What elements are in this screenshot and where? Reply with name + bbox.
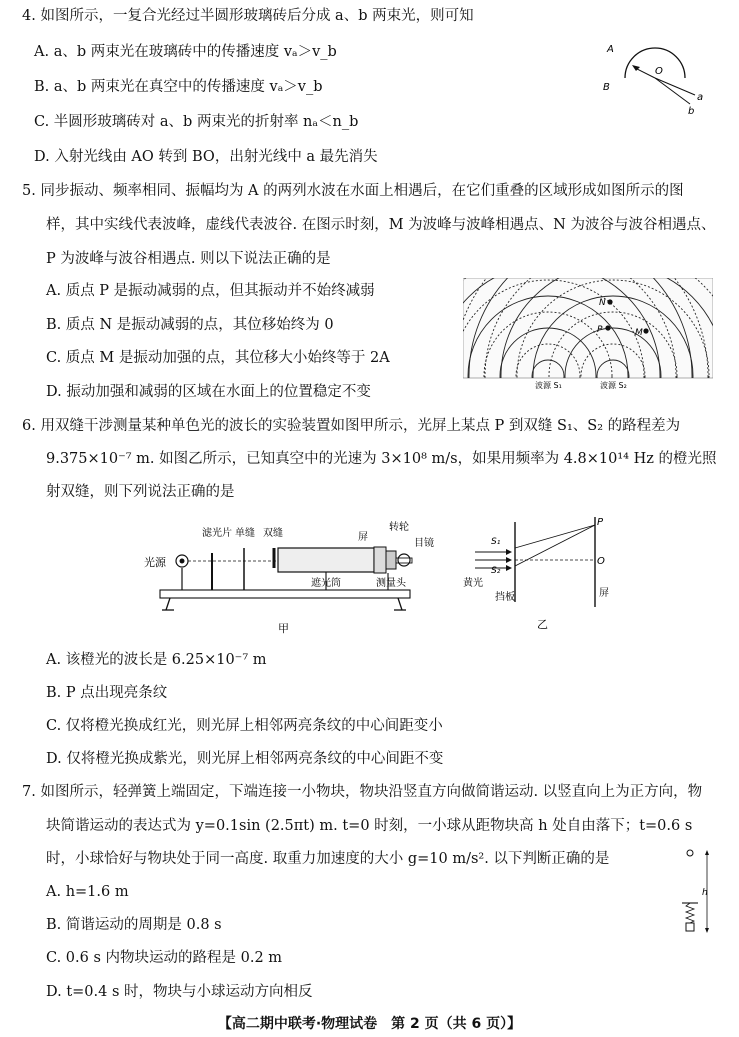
q7-stem-line-2: 块简谐运动的表达式为 y=0.1sin (2.5πt) m. t=0 时刻，一小球从距物块高 h 处自由落下；t=0.6 s [46, 818, 693, 834]
q4-option-a: A. a、b 两束光在玻璃砖中的传播速度 vₐ＞v_b [34, 44, 337, 60]
label-N: N [599, 298, 606, 308]
label-eyepiece: 目镜 [414, 538, 434, 549]
q5-stem-line-1: 5. 同步振动、频率相同、振幅均为 A 的两列水波在水面上相遇后，在它们重叠的区域形成如图所示的图 [22, 183, 684, 199]
q7-stem-line-3: 时，小球恰好与物块处于同一高度. 取重力加速度的大小 g=10 m/s². 以下判断正确的是 [46, 851, 610, 867]
source-s2-label: 波源 S₂ [600, 381, 627, 390]
label-b: b [688, 106, 695, 117]
q4-stem: 4. 如图所示，一复合光经过半圆形玻璃砖后分成 a、b 两束光，则可知 [22, 8, 474, 24]
label-hood: 遮光筒 [311, 578, 341, 589]
q4-option-b: B. a、b 两束光在真空中的传播速度 vₐ＞v_b [34, 79, 323, 95]
label-filter: 滤光片 [202, 528, 232, 539]
q6-stem-line-3: 射双缝，则下列说法正确的是 [46, 484, 235, 500]
q4-semicircle-figure [595, 38, 715, 123]
q7-option-c: C. 0.6 s 内物块运动的路程是 0.2 m [46, 950, 283, 966]
q7-option-a: A. h=1.6 m [46, 884, 129, 900]
label-O: O [597, 556, 605, 567]
point-M [643, 328, 648, 333]
label-knob: 转轮 [389, 522, 409, 533]
page-footer: 【高二期中联考·物理试卷 第 2 页（共 6 页）】 [217, 1016, 522, 1032]
q5-option-a: A. 质点 P 是振动减弱的点，但其振动并不始终减弱 [46, 283, 375, 299]
q4-option-c: C. 半圆形玻璃砖对 a、b 两束光的折射率 nₐ＜n_b [34, 114, 359, 130]
label-P: P [597, 325, 603, 335]
label-B: B [603, 82, 610, 93]
label-s2: S₂ [491, 566, 501, 576]
label-orange-light: 黄光 [463, 578, 483, 589]
caption-yi: 乙 [537, 618, 548, 631]
q6-apparatus-figure-jia [140, 518, 440, 638]
label-a: a [697, 92, 704, 103]
q5-option-c: C. 质点 M 是振动加强的点，其位移大小始终等于 2A [46, 350, 390, 366]
q5-option-d: D. 振动加强和减弱的区域在水面上的位置稳定不变 [46, 384, 371, 400]
label-single-slit: 单缝 [235, 528, 255, 539]
point-P [605, 325, 610, 330]
q6-option-b: B. P 点出现亮条纹 [46, 685, 168, 701]
q7-option-d: D. t=0.4 s 时，物块与小球运动方向相反 [46, 984, 313, 1000]
q5-wave-interference-figure [463, 278, 713, 393]
source-s1-label: 波源 S₁ [535, 381, 562, 390]
label-P: P [597, 517, 604, 528]
label-O: O [655, 66, 663, 77]
label-s1: S₁ [491, 537, 501, 547]
label-M: M [635, 328, 643, 338]
q6-stem-line-1: 6. 用双缝干涉测量某种单色光的波长的实验装置如图甲所示，光屏上某点 P 到双缝 S₁、S₂ 的路程差为 [22, 418, 681, 434]
point-N [607, 299, 612, 304]
label-screen: 屏 [358, 532, 368, 543]
q6-option-a: A. 该橙光的波长是 6.25×10⁻⁷ m [46, 652, 267, 668]
caption-jia: 甲 [278, 622, 289, 635]
label-baffle: 挡板 [495, 592, 515, 603]
q6-stem-line-2: 9.375×10⁻⁷ m. 如图乙所示，已知真空中的光速为 3×10⁸ m/s，如果用频率为 4.8×10¹⁴ Hz 的橙光照 [46, 451, 717, 467]
q5-stem-line-3: P 为波峰与波谷相遇点. 则以下说法正确的是 [46, 251, 331, 267]
q5-option-b: B. 质点 N 是振动减弱的点，其位移始终为 0 [46, 317, 334, 333]
label-light-source: 光源 [144, 556, 166, 569]
q7-spring-figure [680, 845, 720, 940]
q7-stem-line-1: 7. 如图所示，轻弹簧上端固定，下端连接一小物块，物块沿竖直方向做简谐运动. 以竖直向上为正方向，物 [22, 784, 703, 800]
q7-option-b: B. 简谐运动的周期是 0.8 s [46, 917, 222, 933]
label-A: A [607, 44, 614, 55]
label-measure-head: 测量头 [376, 578, 406, 589]
label-screen-yi: 屏 [599, 588, 609, 599]
label-h: h [702, 888, 708, 898]
q6-option-c: C. 仅将橙光换成红光，则光屏上相邻两亮条纹的中心间距变小 [46, 718, 443, 734]
q4-option-d: D. 入射光线由 AO 转到 BO，出射光线中 a 最先消失 [34, 149, 378, 165]
label-double-slit: 双缝 [263, 528, 283, 539]
q6-double-slit-figure-yi [455, 512, 620, 637]
q5-stem-line-2: 样，其中实线代表波峰，虚线代表波谷. 在图示时刻，M 为波峰与波峰相遇点、N 为波谷与波谷相遇点、 [46, 217, 716, 233]
q6-option-d: D. 仅将橙光换成紫光，则光屏上相邻两亮条纹的中心间距不变 [46, 751, 444, 767]
